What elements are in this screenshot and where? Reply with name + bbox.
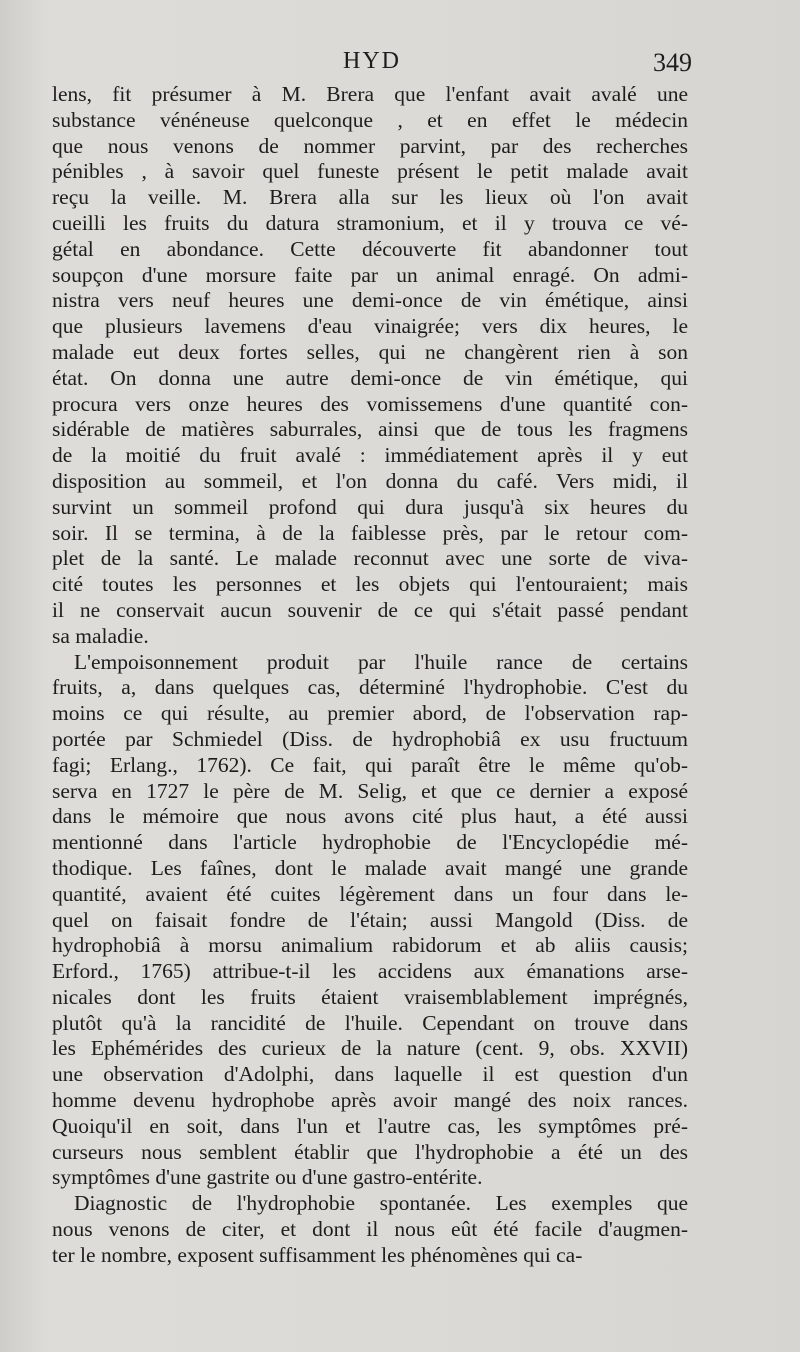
text-line: disposition au sommeil, et l'on donna du café. Vers midi, il: [52, 468, 688, 493]
text-line: serva en 1727 le père de M. Selig, et que ce dernier a exposé: [52, 778, 688, 803]
paragraph: [52, 1191, 688, 1268]
text-line: lens, fit présumer à M. Brera que l'enfant avait avalé une: [52, 82, 688, 106]
text-line: état. On donna une autre demi-once de vin émétique, qui: [52, 365, 688, 390]
text-line: Diagnostic de l'hydrophobie spontanée. Les exemples que: [74, 1191, 688, 1216]
text-line: soupçon d'une morsure faite par un animal enragé. On admi-: [52, 262, 688, 287]
text-line: nicales dont les fruits étaient vraisemblablement imprégnés,: [52, 984, 688, 1009]
text-line: une observation d'Adolphi, dans laquelle il est question d'un: [52, 1062, 688, 1087]
text-line: que nous venons de nommer parvint, par des recherches: [52, 133, 688, 158]
text-line: malade eut deux fortes selles, qui ne changèrent rien à son: [52, 339, 688, 364]
text-line: plutôt qu'à la rancidité de l'huile. Cependant on trouve dans: [52, 1010, 688, 1035]
text-line: les Ephémérides des curieux de la nature (cent. 9, obs. XXVII): [52, 1036, 688, 1061]
page-header: [52, 48, 692, 84]
text-line: moins ce qui résulte, au premier abord, de l'observation rap-: [52, 701, 688, 726]
text-line: curseurs nous semblent établir que l'hydrophobie a été un des: [52, 1139, 688, 1164]
text-line: Erford., 1765) attribue-t-il les accidens aux émanations arse-: [52, 959, 688, 984]
text-line: plet de la santé. Le malade reconnut avec une sorte de viva-: [52, 546, 688, 571]
text-line: Quoiqu'il en soit, dans l'un et l'autre cas, les symptômes pré-: [52, 1113, 688, 1138]
text-line: nous venons de citer, et dont il nous eût été facile d'augmen-: [52, 1217, 688, 1242]
text-line: sa maladie.: [52, 623, 149, 648]
text-line: quantité, avaient été cuites légèrement dans un four dans le-: [52, 881, 688, 906]
text-line: sidérable de matières saburrales, ainsi que de tous les fragmens: [52, 417, 688, 442]
text-line: cueilli les fruits du datura stramonium, et il y trouva ce vé-: [52, 210, 688, 235]
paragraph: [52, 82, 688, 650]
text-line: thodique. Les faînes, dont le malade avait mangé une grande: [52, 855, 688, 880]
text-line: substance vénéneuse quelconque , et en effet le médecin: [52, 107, 688, 132]
text-line: que plusieurs lavemens d'eau vinaigrée; vers dix heures, le: [52, 314, 688, 339]
text-line: pénibles , à savoir quel funeste présent le petit malade avait: [52, 159, 688, 184]
text-line: nistra vers neuf heures une demi-once de vin émétique, ainsi: [52, 288, 688, 313]
text-line: hydrophobiâ à morsu animalium rabidorum et ab aliis causis;: [52, 933, 688, 958]
text-line: symptômes d'une gastrite ou d'une gastro-entérite.: [52, 1165, 483, 1190]
text-line: il ne conservait aucun souvenir de ce qui s'était passé pendant: [52, 597, 688, 622]
paragraph: [52, 650, 688, 1192]
text-line: fagi; Erlang., 1762). Ce fait, qui paraît être le même qu'ob-: [52, 752, 688, 777]
text-line: dans le mémoire que nous avons cité plus haut, a été aussi: [52, 804, 688, 829]
body-text: [52, 82, 688, 1269]
text-line: portée par Schmiedel (Diss. de hydrophobiâ ex usu fructuum: [52, 726, 688, 751]
text-line: cité toutes les personnes et les objets qui l'entouraient; mais: [52, 572, 688, 597]
text-line: quel on faisait fondre de l'étain; aussi Mangold (Diss. de: [52, 907, 688, 932]
text-line: ter le nombre, exposent suffisamment les phénomènes qui ca-: [52, 1242, 583, 1267]
text-line: de la moitié du fruit avalé : immédiatement après il y eut: [52, 443, 688, 468]
text-line: mentionné dans l'article hydrophobie de l'Encyclopédie mé-: [52, 830, 688, 855]
text-line: soir. Il se termina, à de la faiblesse près, par le retour com-: [52, 520, 688, 545]
text-line: homme devenu hydrophobe après avoir mangé des noix rances.: [52, 1088, 688, 1113]
text-line: L'empoisonnement produit par l'huile rance de certains: [74, 649, 688, 674]
text-line: survint un sommeil profond qui dura jusqu'à six heures du: [52, 494, 688, 519]
text-line: fruits, a, dans quelques cas, déterminé l'hydrophobie. C'est du: [52, 675, 688, 700]
text-line: reçu la veille. M. Brera alla sur les lieux où l'on avait: [52, 185, 688, 210]
page-number: 349: [653, 48, 692, 77]
text-line: gétal en abondance. Cette découverte fit abandonner tout: [52, 236, 688, 261]
text-line: procura vers onze heures des vomissemens d'une quantité con-: [52, 391, 688, 416]
running-head: HYD: [343, 48, 401, 74]
